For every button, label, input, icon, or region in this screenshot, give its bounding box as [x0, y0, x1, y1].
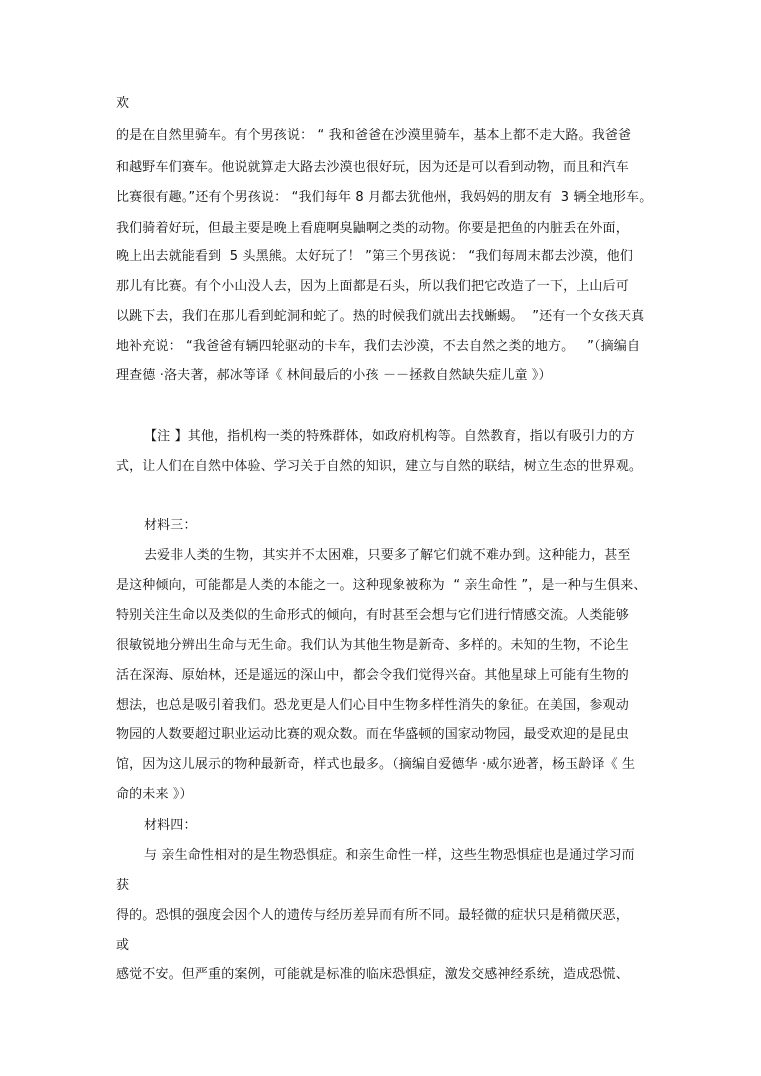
text-line: 获 — [116, 878, 130, 893]
text-line: 地补充说： “我爸爸有辆四轮驱动的卡车，我们去沙漠，不去自然之类的地方。 ”（摘编自 — [116, 339, 641, 354]
text-line: 晚上出去就能看到 5 头黑熊。太好玩了！ ”第三个男孩说： “我们每周末都去沙漠，他们 — [116, 249, 634, 264]
text-line: 是这种倾向，可能都是人类的本能之一。这种现象被称为 “ 亲生命性 ”，是一种与生俱来、 — [116, 578, 647, 593]
text-line: 物园的人数要超过职业运动比赛的观众数。而在华盛顿的国家动物园，最受欢迎的是昆虫 — [116, 727, 629, 742]
text-line: 的是在自然里骑车。有个男孩说： “ 我和爸爸在沙漠里骑车，基本上都不走大路。我爸爸 — [116, 128, 632, 143]
text-line: 或 — [116, 938, 130, 953]
text-line: 与 亲生命性相对的是生物恐惧症。和亲生命性一样，这些生物恐惧症也是通过学习而 — [144, 848, 635, 863]
text-line: 很敏锐地分辨出生命与无生命。我们认为其他生物是新奇、多样的。未知的生物，不论生 — [116, 638, 629, 653]
text-line: 我们骑着好玩，但最主要是晚上看鹿啊臭鼬啊之类的动物。你要是把鱼的内脏丢在外面， — [116, 221, 629, 236]
text-line: 去爱非人类的生物，其实并不太困难，只要多了解它们就不难办到。这种能力，甚至 — [144, 548, 631, 563]
text-line: 活在深海、原始林，还是遥远的深山中，都会令我们觉得兴奋。其他星球上可能有生物的 — [116, 668, 629, 683]
text-line: 命的未来 》） — [116, 787, 193, 802]
text-line: 想法，也总是吸引着我们。恐龙更是人们心目中生物多样性消失的象征。在美国，参观动 — [116, 698, 629, 713]
text-line: 和越野车们赛车。他说就算走大路去沙漠也很好玩，因为还是可以看到动物，而且和汽车 — [116, 160, 629, 175]
note-line: 式，让人们在自然中体验、学习关于自然的知识，建立与自然的联结，树立生态的世界观。 — [116, 459, 643, 474]
text-line: 得的。恐惧的强度会因个人的遗传与经历差异而有所不同。最轻微的症状只是稍微厌恶， — [116, 908, 629, 923]
section-heading: 材料三： — [144, 518, 197, 533]
text-line: 特别关注生命以及类似的生命形式的倾向，有时甚至会想与它们进行情感交流。人类能够 — [116, 608, 629, 623]
text-line: 以跳下去，我们在那儿看到蛇洞和蛇了。热的时候我们就出去找蜥蜴。 ”还有一个女孩天真 — [116, 309, 645, 324]
note-line: 【注 】其他，指机构一类的特殊群体，如政府机构等。自然教育，指以有吸引力的方 — [144, 429, 635, 444]
text-line: 馆，因为这儿展示的物种最新奇，样式也最多。（摘编自爱德华 ·威尔逊著，杨玉龄译《 生 — [116, 757, 636, 772]
text-line: 比赛很有趣。”还有个男孩说： “我们每年 8 月都去犹他州，我妈妈的朋友有 3 辆全地形车。 — [116, 190, 653, 205]
text-line: 感觉不安。但严重的案例，可能就是标准的临床恐惧症，激发交感神经系统，造成恐慌、 — [116, 967, 629, 982]
text-line: 理查德 ·洛夫著，郝冰等译《 林间最后的小孩 －－拯救自然缺失症儿童 》） — [116, 368, 552, 383]
text-line: 那儿有比赛。有个小山没人去，因为上面都是石头，所以我们把它改造了一下，上山后可 — [116, 279, 629, 294]
text-line: 欢 — [116, 96, 130, 111]
section-heading: 材料四： — [144, 818, 197, 833]
